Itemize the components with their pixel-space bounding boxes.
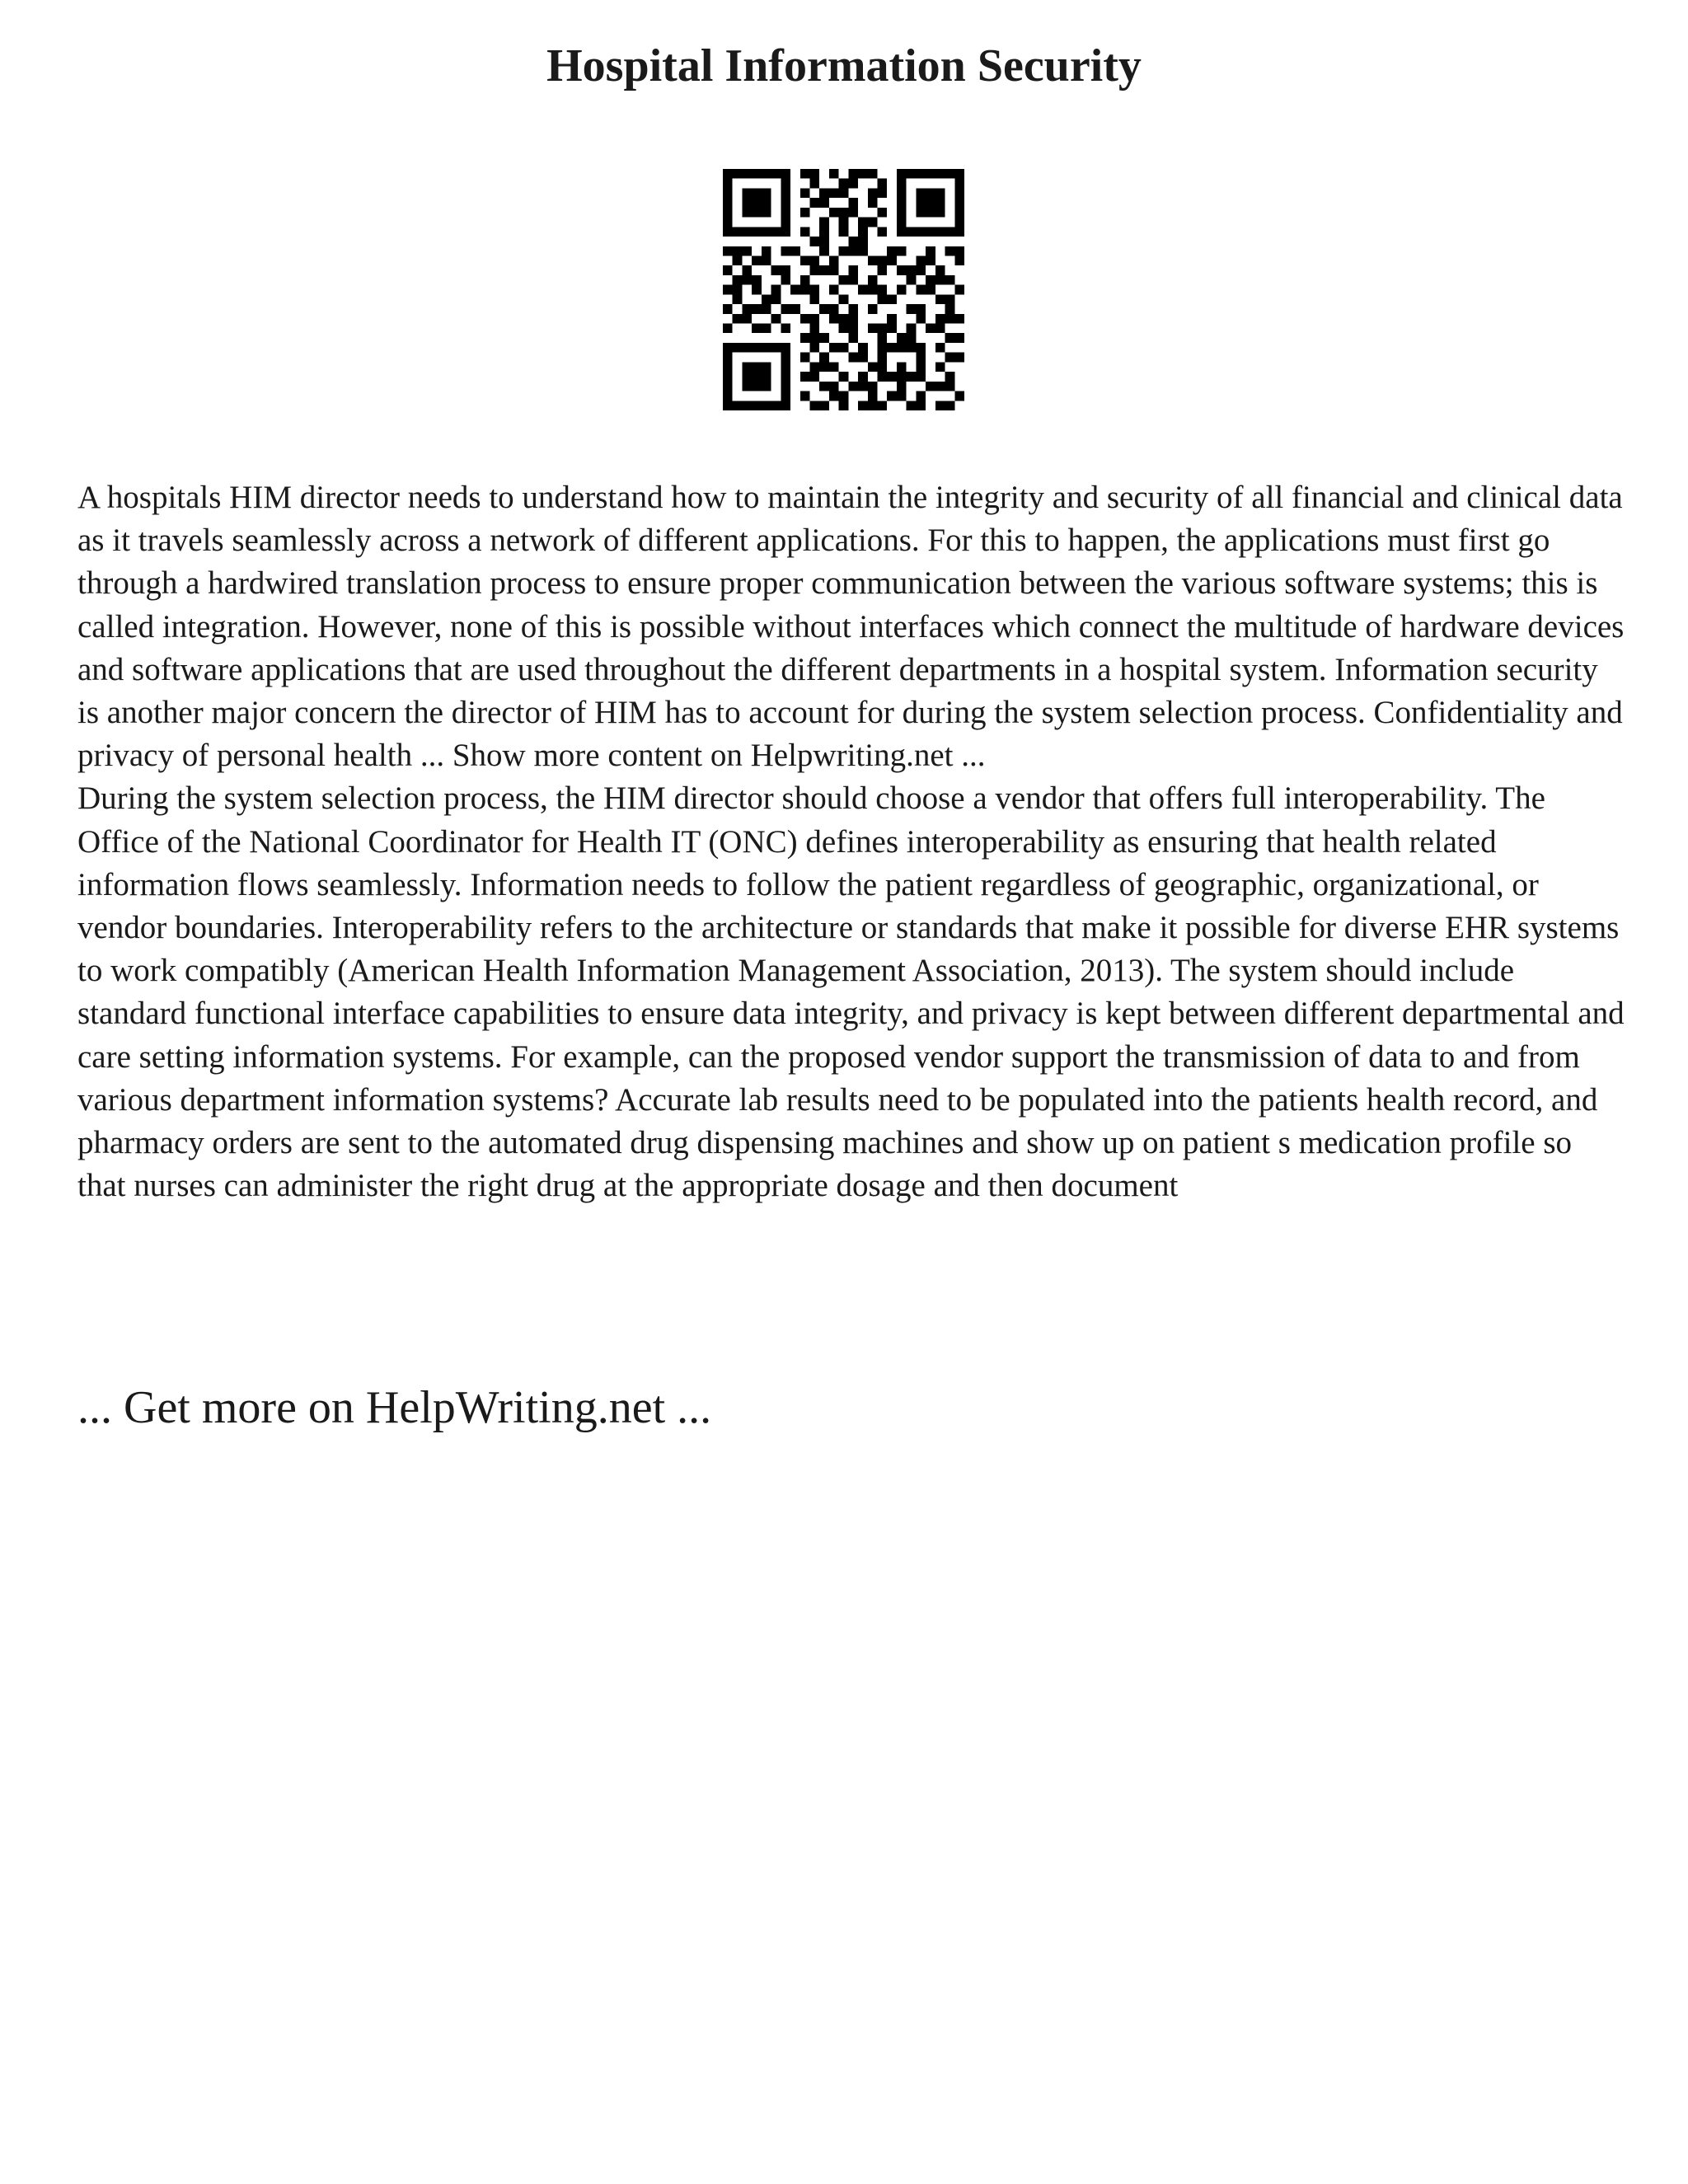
get-more-link[interactable]: ... Get more on HelpWriting.net ... [77,1382,712,1433]
article-body [77,476,1627,1207]
paragraph-interoperability: During the system selection process, the HIM director should choose a vendor that offers full interoperability. The Office of the National Coordinator for Health IT (ONC) defines interoperability as ensuring that health related information flows seamlessly. Information needs to follow the patient regardless of geographic, organizational, or vendor boundaries. Interoperability refers to the architecture or standards that make it possible for diverse EHR systems to work compatibly (American Health Information Management Association, 2013). The system should include standard functional interface capabilities to ensure data integrity, and privacy is kept between different departmental and care setting information systems. For example, can the proposed vendor support the transmission of data to and from various department information systems? Accurate lab results need to be populated into the patients health record, and pharmacy orders are sent to the automated drug dispensing machines and show up on patient s medication profile so that nurses can administer the right drug at the appropriate dosage and then document [77,780,1625,1204]
qr-code-icon [723,169,964,410]
paragraph-intro: A hospitals HIM director needs to understand how to maintain the integrity and security of all financial and clinical data as it travels seamlessly across a network of different applications. For this to happen, the applications must first go through a hardwired translation process to ensure proper communication between the various software systems; this is called integration. However, none of this is possible without interfaces which connect the multitude of hardware devices and software applications that are used throughout the different departments in a hospital system. Information security is another major concern the director of HIM has to account for during the system selection process. Confidentiality and privacy of personal health ... Show more content on Helpwriting.net ... [77,480,1625,774]
page-title: Hospital Information Security [546,40,1142,91]
